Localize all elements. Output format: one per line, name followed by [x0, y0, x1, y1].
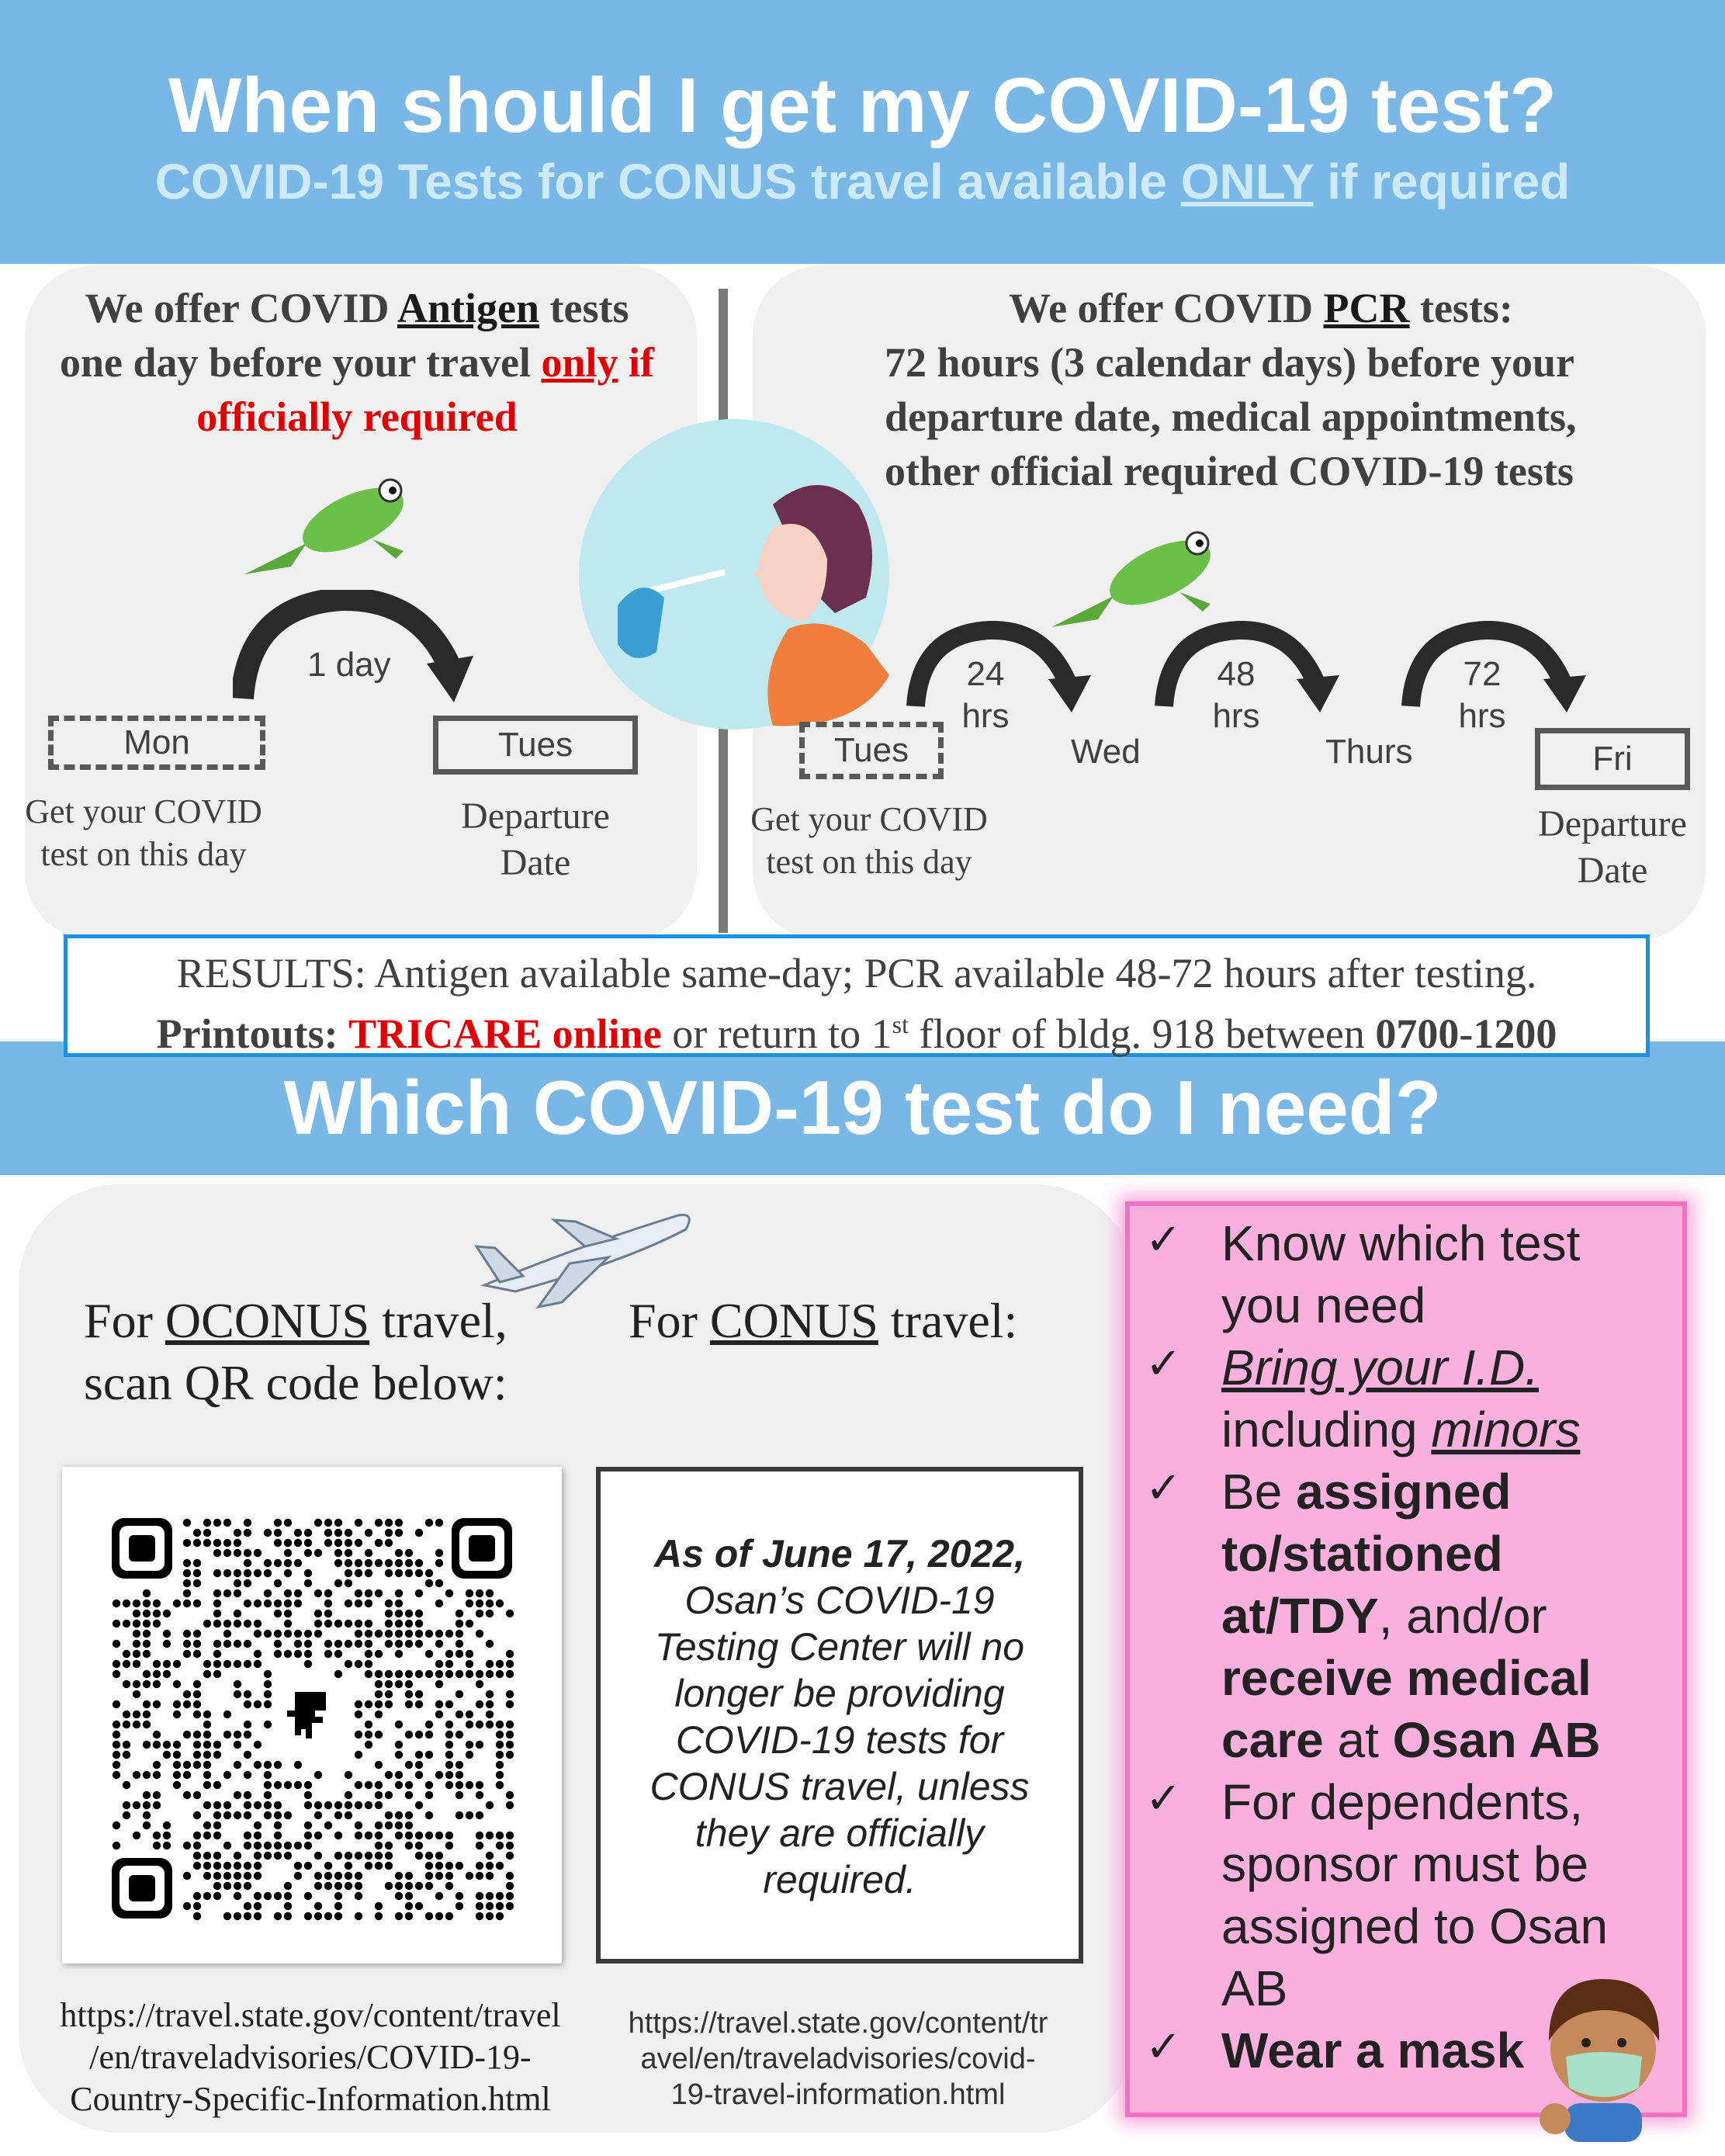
pcr-day-end: Fri	[1535, 728, 1690, 790]
frog-icon	[237, 466, 423, 582]
section2-title: Which COVID-19 test do I need?	[283, 1065, 1442, 1150]
pcr-heading: We offer COVID PCR tests: 72 hours (3 calendar days) before your departure date, medical appointments, other official required COVID-19 tests	[885, 285, 1577, 494]
checklist: ✓ Know which test you need ✓ Bring your I.D. including minors ✓ Be assigned to/stationed at/TDY, and/or receive medical care at Osan AB ✓ For dependents, sponsor must be assigned to Osan AB ✓ Wear a mask	[1145, 1212, 1681, 2113]
printouts-line: Printouts: TRICARE online or return to 1st floor of bldg. 918 between 0700-1200	[156, 1010, 1557, 1057]
frog-icon	[1044, 518, 1230, 635]
antigen-day-end: Tues	[433, 716, 638, 775]
checkmark-icon: ✓	[1145, 2022, 1182, 2071]
swab-illustration	[579, 419, 889, 730]
pcr-arrow-label-3: 72 hrs	[1458, 655, 1506, 735]
antigen-day-start: Mon	[48, 716, 265, 770]
antigen-caption-end: Departure Date	[461, 796, 610, 883]
conus-heading: For CONUS travel:	[629, 1293, 1018, 1348]
pcr-arrow-label-2: 48 hrs	[1212, 655, 1260, 735]
oconus-url[interactable]: https://travel.state.gov/content/travel /en/traveladvisories/COVID-19- Country-Specific-Information.html	[60, 1996, 561, 2118]
masked-child-icon	[1526, 1956, 1673, 2142]
pcr-day-thurs: Thurs	[1325, 733, 1413, 771]
pcr-day-wed: Wed	[1071, 733, 1141, 771]
oconus-heading: For OCONUS travel, scan QR code below:	[84, 1293, 507, 1410]
results-box	[64, 934, 1650, 1057]
antigen-heading: We offer COVID Antigen tests one day before your travel only if officially required	[60, 285, 654, 440]
checkmark-icon: ✓	[1145, 1215, 1182, 1263]
pcr-caption-end: Departure Date	[1538, 803, 1687, 891]
checkmark-icon: ✓	[1145, 1773, 1182, 1822]
checkmark-icon: ✓	[1145, 1339, 1182, 1388]
conus-notice-text: As of June 17, 2022, Osan’s COVID-19 Testing Center will no longer be providing COVID-19 tests for CONUS travel, unless they are officially required.	[649, 1532, 1030, 1901]
pcr-day-start: Tues	[799, 722, 944, 779]
qr-code[interactable]	[62, 1467, 562, 1964]
pcr-arrow-label-1: 24 hrs	[961, 655, 1010, 735]
page-subtitle: COVID-19 Tests for CONUS travel available ONLY if required	[154, 154, 1571, 210]
conus-notice-box	[596, 1467, 1083, 1964]
results-line: RESULTS: Antigen available same-day; PCR available 48-72 hours after testing.	[176, 950, 1537, 997]
antigen-caption-start: Get your COVID test on this day	[25, 792, 262, 873]
pcr-caption-start: Get your COVID test on this day	[750, 800, 988, 881]
antigen-arrow-label: 1 day	[307, 646, 391, 684]
checkmark-icon: ✓	[1145, 1463, 1182, 1512]
page-title: When should I get my COVID-19 test?	[168, 62, 1557, 149]
conus-url[interactable]: https://travel.state.gov/content/tr avel/en/traveladvisories/covid- 19-travel-information.html	[628, 2007, 1048, 2111]
